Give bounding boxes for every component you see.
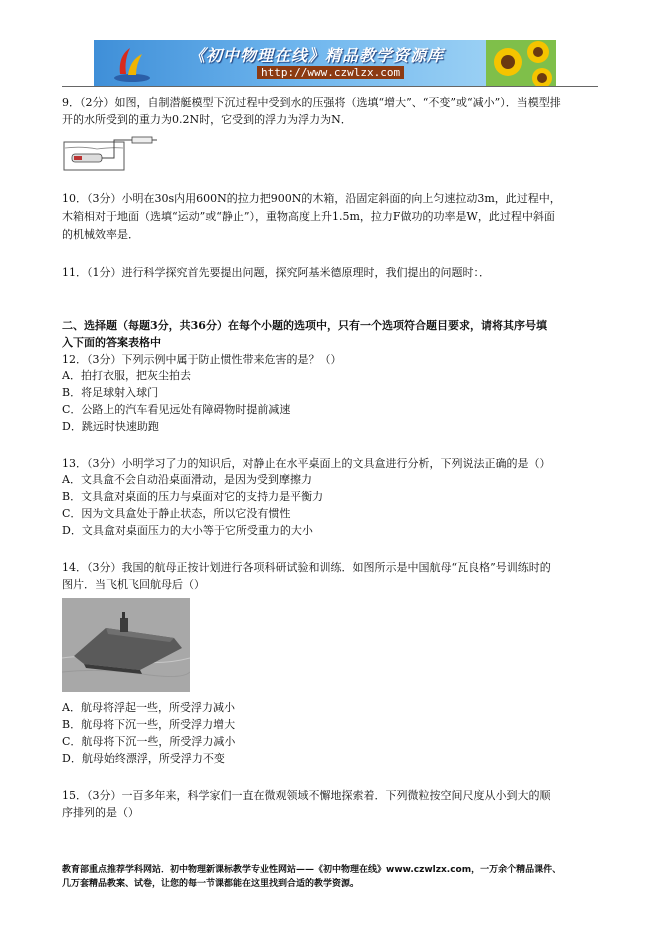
q13-option-d: D．文具盒对桌面压力的大小等于它所受重力的大小 <box>62 524 313 537</box>
q9-line-1: 9．（2分）如图，自制潜艇模型下沉过程中受到水的压强将（选填“增大”、“不变”或“减小”）．当模型排 <box>62 96 561 109</box>
q15-line-1: 15．（3分）一百多年来，科学家们一直在微观领域不懈地探索着．下列微粒按空间尺度从小到大的顺 <box>62 789 551 802</box>
q10-line-1: 10．（3分）小明在30s内用600N的拉力把900N的木箱，沿固定斜面的向上匀速拉动3m，此过程中， <box>62 192 561 205</box>
q13-option-c: C．因为文具盒处于静止状态，所以它没有惯性 <box>62 507 291 520</box>
section-2-heading-line-1: 二、选择题（每题3分，共36分）在每个小题的选项中，只有一个选项符合题目要求，请将其序号填 <box>62 319 547 332</box>
q12-option-a: A．拍打衣服，把灰尘拍去 <box>62 369 191 382</box>
page-footer <box>62 863 602 891</box>
q14-line-1: 14．（3分）我国的航母正按计划进行各项科研试验和训练．如图所示是中国航母“瓦良格”号训练时的 <box>62 561 551 574</box>
q15-line-2: 序排列的是（） <box>62 806 139 819</box>
q13-stem: 13．（3分）小明学习了力的知识后，对静止在水平桌面上的文具盒进行分析，下列说法正确的是（） <box>62 457 551 470</box>
header-banner <box>94 40 556 86</box>
q12-stem: 12．（3分）下列示例中属于防止惯性带来危害的是？（） <box>62 353 342 366</box>
banner-title: 《初中物理在线》精品教学资源库 <box>189 46 445 65</box>
q11-line-1: 11．（1分）进行科学探究首先要提出问题，探究阿基米德原理时，我们提出的问题时：． <box>62 266 490 279</box>
sunflower-icon <box>486 40 556 86</box>
banner-url: http://www.czwlzx.com <box>257 66 404 79</box>
footer-line-1: 教育部重点推荐学科网站．初中物理新课标教学专业性网站——《初中物理在线》www.czwlzx.com，一万余个精品课件、 <box>62 865 562 875</box>
q10-line-2: 木箱相对于地面（选填“运动”或“静止”），重物高度上升1.5m，拉力F做功的功率是W，此过程中斜面 <box>62 210 555 223</box>
section-2-heading-line-2: 入下面的答案表格中 <box>62 336 161 349</box>
aircraft-carrier-photo <box>62 598 190 692</box>
q12-option-b: B．将足球射入球门 <box>62 386 159 399</box>
q10-line-3: 的机械效率是． <box>62 228 139 241</box>
q14-option-a: A．航母将浮起一些，所受浮力减小 <box>62 701 235 714</box>
q14-line-2: 图片．当飞机飞回航母后（） <box>62 578 205 591</box>
q14-option-b: B．航母将下沉一些，所受浮力增大 <box>62 718 236 731</box>
header-divider <box>62 86 598 87</box>
submarine-model-figure <box>62 136 158 172</box>
q14-option-c: C．航母将下沉一些，所受浮力减小 <box>62 735 236 748</box>
q12-option-c: C．公路上的汽车看见远处有障碍物时提前减速 <box>62 403 291 416</box>
footer-line-2: 几万套精品教案、试卷，让您的每一节课都能在这里找到合适的教学资源。 <box>62 879 360 889</box>
q13-option-a: A．文具盒不会自动沿桌面滑动，是因为受到摩擦力 <box>62 473 312 486</box>
q13-option-b: B．文具盒对桌面的压力与桌面对它的支持力是平衡力 <box>62 490 324 503</box>
q14-option-d: D．航母始终漂浮，所受浮力不变 <box>62 752 225 765</box>
q12-option-d: D．跳远时快速助跑 <box>62 420 159 433</box>
q9-line-2: 开的水所受到的重力为0.2N时，它受到的浮力为浮力为N． <box>62 113 352 126</box>
site-logo-icon <box>112 42 152 84</box>
